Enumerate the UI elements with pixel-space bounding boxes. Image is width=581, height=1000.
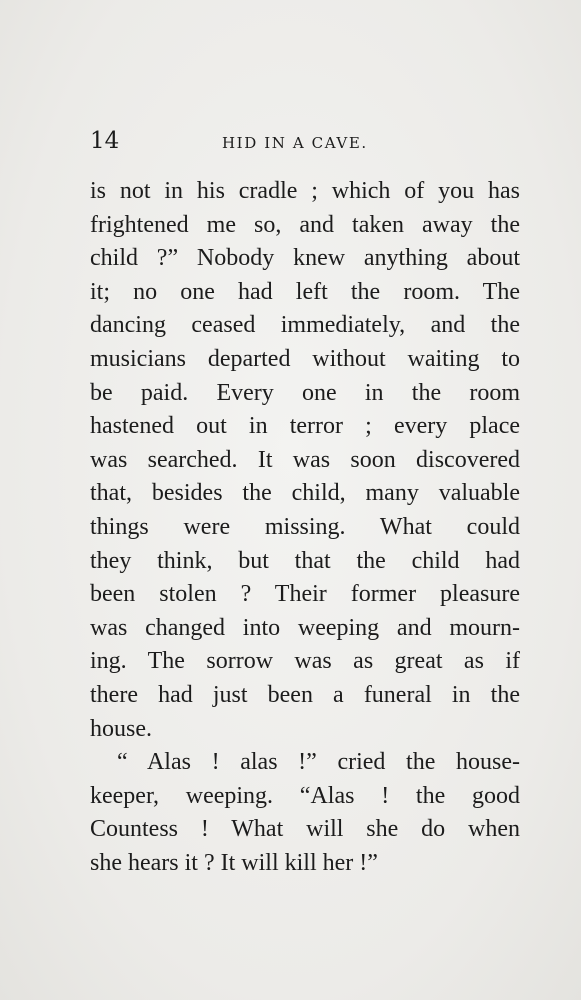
- text-line: been stolen ? Their former pleasure: [90, 581, 520, 608]
- text-line: is not in his cradle ; which of you has: [90, 178, 520, 204]
- text-line: hastened out in terror ; every place: [90, 413, 520, 440]
- text-line: child ?” Nobody knew anything about: [90, 245, 520, 272]
- text-line: was searched. It was soon discovered: [90, 446, 520, 473]
- text-line: keeper, weeping. “Alas ! the good: [90, 782, 520, 809]
- paragraph-end-line: house.: [90, 715, 152, 742]
- text-line: was changed into weeping and mourn-: [90, 614, 520, 641]
- text-line: musicians departed without waiting to: [90, 345, 520, 372]
- page-number: 14: [90, 128, 120, 154]
- text-line: frightened me so, and taken away the: [90, 211, 520, 238]
- text-line: things were missing. What could: [90, 513, 520, 540]
- text-line: there had just been a funeral in the: [90, 681, 520, 708]
- text-line: dancing ceased immediately, and the: [90, 312, 520, 339]
- text-line: be paid. Every one in the room: [90, 379, 520, 406]
- body-text: [90, 175, 520, 880]
- text-line: it; no one had left the room. The: [90, 278, 520, 305]
- page-header: [90, 126, 520, 156]
- text-line: they think, but that the child had: [90, 547, 520, 574]
- text-line: that, besides the child, many valuable: [90, 480, 520, 507]
- paragraph-start-line: “ Alas ! alas !” cried the house-: [117, 749, 520, 776]
- text-line: Countess ! What will she do when: [90, 816, 520, 843]
- paragraph-end-line: she hears it ? It will kill her !”: [90, 849, 378, 876]
- text-line: ing. The sorrow was as great as if: [90, 648, 520, 675]
- running-head: HID IN A CAVE.: [222, 134, 368, 152]
